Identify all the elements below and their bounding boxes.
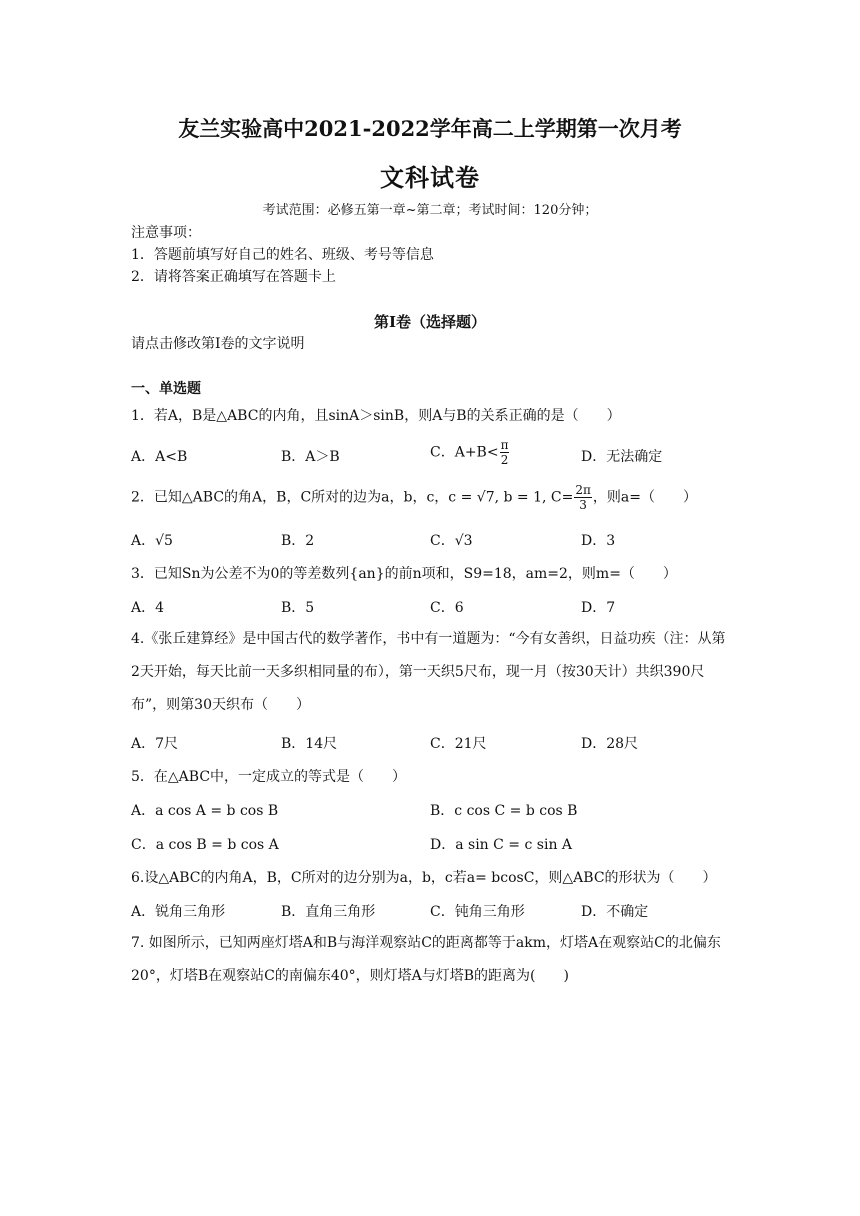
q2-option-b: B．2	[281, 533, 315, 549]
exam-meta: 考试范围：必修五第一章~第二章；考试时间：120分钟；	[262, 203, 598, 218]
q2-option-c: C．√3	[430, 533, 473, 549]
q6-option-b: B．直角三角形	[281, 904, 376, 920]
part-title: 一、单选题	[131, 381, 201, 397]
q4-option-a: A．7尺	[131, 736, 179, 752]
q6-option-c: C．钝角三角形	[430, 904, 525, 920]
notes-heading: 注意事项：	[131, 225, 201, 241]
q6-option-d: D．不确定	[581, 904, 649, 920]
frac-denominator: 3	[579, 498, 587, 512]
q5-option-c: C．a cos B = b cos A	[131, 837, 279, 853]
q2-option-d: D．3	[581, 533, 616, 549]
two-pi-over-3-fraction	[574, 483, 592, 512]
question-3-stem: 3．已知Sn为公差不为0的等差数列{an}的前n项和，S9=18，am=2，则m=（ ）	[131, 566, 677, 582]
question-2-stem	[131, 483, 697, 512]
frac-denominator: 2	[500, 453, 509, 467]
q1-option-c-text: C．A+B<	[430, 444, 499, 461]
q5-option-a: A．a cos A = b cos B	[131, 803, 279, 819]
q3-option-a: A．4	[131, 600, 165, 616]
question-6-stem: 6.设△ABC的内角A，B，C所对的边分别为a，b，c若a= bcosC，则△ABC的形状为（ ）	[131, 870, 717, 886]
frac-numerator: 2π	[575, 483, 591, 497]
q4-option-c: C．21尺	[430, 736, 487, 752]
frac-numerator: π	[500, 438, 509, 452]
q2-option-a: A．√5	[131, 533, 173, 549]
q5-option-b: B．c cos C = b cos B	[430, 803, 578, 819]
q4-option-b: B．14尺	[281, 736, 338, 752]
q1-option-a: A．A<B	[131, 449, 188, 465]
question-7-stem: 7. 如图所示，已知两座灯塔A和B与海洋观察站C的距离都等于akm，灯塔A在观察站C的北偏东20°，灯塔B在观察站C的南偏东40°，则灯塔A与灯塔B的距离为( )	[131, 935, 721, 984]
q3-option-b: B．5	[281, 600, 315, 616]
q2-stem-prefix: 2．已知△ABC的角A，B，C所对的边为a，b，c，c = √7, b = 1, C=	[131, 489, 574, 506]
q1-option-d: D．无法确定	[581, 449, 663, 465]
pi-over-2-fraction	[500, 438, 510, 467]
q1-option-b: B．A＞B	[281, 449, 340, 465]
q3-option-d: D．7	[581, 600, 616, 616]
q3-option-c: C．6	[430, 600, 464, 616]
exam-subtitle: 文科试卷	[380, 163, 480, 192]
q4-option-d: D．28尺	[581, 736, 639, 752]
q2-stem-suffix: ，则a=（ ）	[592, 489, 697, 506]
question-5-stem: 5．在△ABC中，一定成立的等式是（ ）	[131, 769, 407, 785]
section-note: 请点击修改第I卷的文字说明	[131, 336, 305, 352]
note-item-1: 1．答题前填写好自己的姓名、班级、考号等信息	[131, 247, 434, 263]
question-4-stem: 4.《张丘建算经》是中国古代的数学著作，书中有一道题为：“今有女善织，日益功疾（注：从第2天开始，每天比前一天多织相同量的布），第一天织5尺布，现一月（按30天计）共织390尺布”，则第30天织布（ ）	[131, 631, 726, 713]
q5-option-d: D．a sin C = c sin A	[430, 837, 573, 853]
section-title: 第I卷（选择题）	[373, 313, 487, 331]
exam-title: 友兰实验高中2021-2022学年高二上学期第一次月考	[178, 116, 682, 141]
note-item-2: 2．请将答案正确填写在答题卡上	[131, 269, 336, 285]
question-1-stem: 1．若A，B是△ABC的内角，且sinA＞sinB，则A与B的关系正确的是（ ）	[131, 408, 621, 424]
q6-option-a: A．锐角三角形	[131, 904, 226, 920]
q1-option-c	[430, 438, 510, 467]
